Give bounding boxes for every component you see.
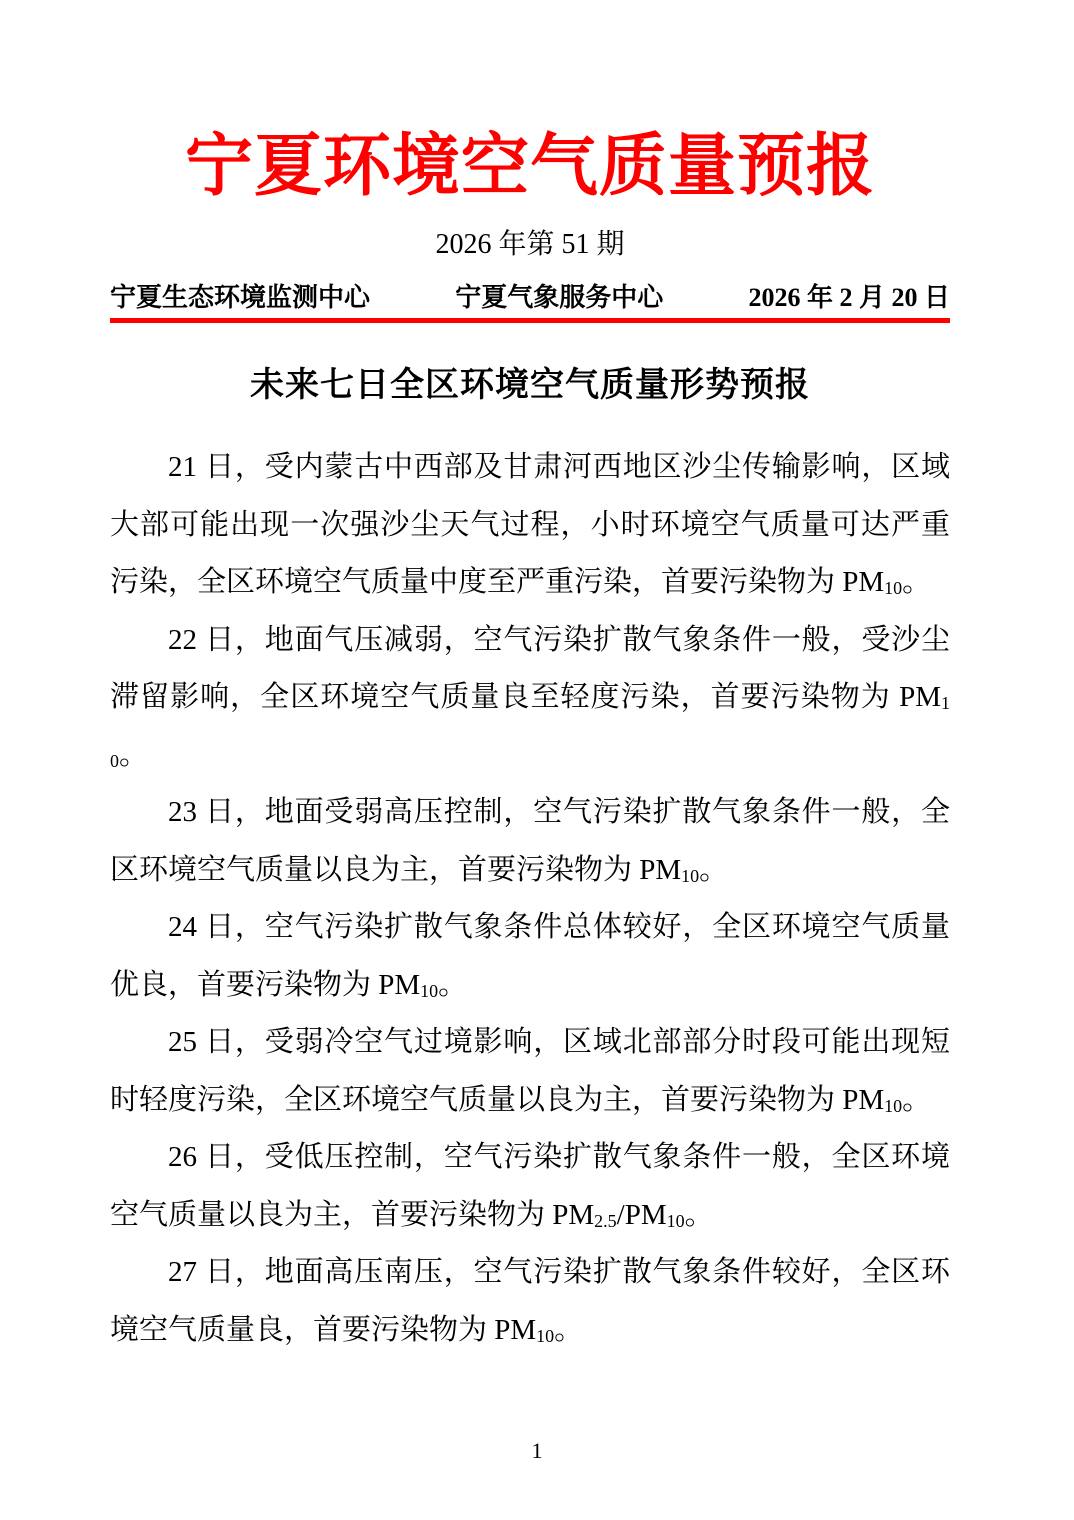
forecast-paragraphs — [110, 439, 950, 1359]
issuing-org-monitoring-center: 宁夏生态环境监测中心 — [110, 283, 371, 312]
header-divider-rule — [110, 318, 950, 323]
header-info-row — [110, 282, 950, 314]
page-number: 1 — [531, 1438, 543, 1463]
document-header — [110, 128, 950, 323]
paragraph-text: 21 日，受内蒙古中西部及甘肃河西地区沙尘传输影响，区域大部可能出现一次强沙尘天气过程，小时环境空气质量可达严重污染，全区环境空气质量中度至严重污染，首要污染物为 PM — [110, 451, 950, 598]
pollutant-subscript: 10 — [681, 865, 700, 886]
paragraph-text: 26 日，受低压控制，空气污染扩散气象条件一般，全区环境空气质量以良为主，首要污染物为 PM — [110, 1141, 950, 1231]
paragraph-text: 22 日，地面气压减弱，空气污染扩散气象条件一般，受沙尘滞留影响，全区环境空气质量良至轻度污染，首要污染物为 PM — [110, 623, 950, 713]
pollutant-subscript: 10 — [420, 980, 439, 1001]
paragraph-text: 25 日，受弱冷空气过境影响，区域北部部分时段可能出现短时轻度污染，全区环境空气质量以良为主，首要污染物为 PM — [110, 1026, 950, 1116]
pollutant-subscript: 10 — [884, 578, 903, 599]
pollutant-subscript: 10 — [666, 1210, 685, 1231]
paragraph-text: 。 — [118, 738, 148, 771]
paragraph-text: 27 日，地面高压南压，空气污染扩散气象条件较好，全区环境空气质量良，首要污染物为 PM — [110, 1256, 950, 1346]
pollutant-subscript: 10 — [110, 693, 950, 771]
forecast-paragraph — [110, 899, 950, 1014]
paragraph-text: 。 — [438, 968, 468, 1001]
forecast-paragraph — [110, 1244, 950, 1359]
paragraph-text: 。 — [902, 566, 932, 598]
section-title: 未来七日全区环境空气质量形势预报 — [250, 366, 810, 404]
pollutant-subscript: 2.5 — [594, 1210, 617, 1231]
issue-date: 2026 年 2 月 20 日 — [748, 283, 950, 312]
forecast-paragraph — [110, 784, 950, 899]
paragraph-text: 。 — [554, 1313, 584, 1346]
issue-number: 2026 年第 51 期 — [435, 229, 625, 260]
paragraph-text: 。 — [684, 1198, 714, 1231]
paragraph-text: 23 日，地面受弱高压控制，空气污染扩散气象条件一般，全区环境空气质量以良为主，首要污染物为 PM — [110, 796, 950, 886]
forecast-paragraph — [110, 1129, 950, 1244]
document-body — [110, 365, 950, 1359]
forecast-paragraph — [110, 1014, 950, 1129]
pollutant-subscript: 10 — [884, 1095, 903, 1116]
paragraph-text: /PM — [616, 1198, 667, 1231]
paragraph-text: 。 — [902, 1083, 932, 1116]
forecast-paragraph — [110, 439, 950, 612]
document-title: 宁夏环境空气质量预报 — [184, 128, 875, 204]
paragraph-text: 。 — [699, 853, 729, 886]
issuing-org-weather-service-center: 宁夏气象服务中心 — [455, 283, 664, 312]
forecast-paragraph — [110, 612, 950, 785]
pollutant-subscript: 10 — [536, 1325, 555, 1346]
paragraph-text: 24 日，空气污染扩散气象条件总体较好，全区环境空气质量优良，首要污染物为 PM — [110, 911, 950, 1001]
page-footer — [0, 1438, 1074, 1464]
